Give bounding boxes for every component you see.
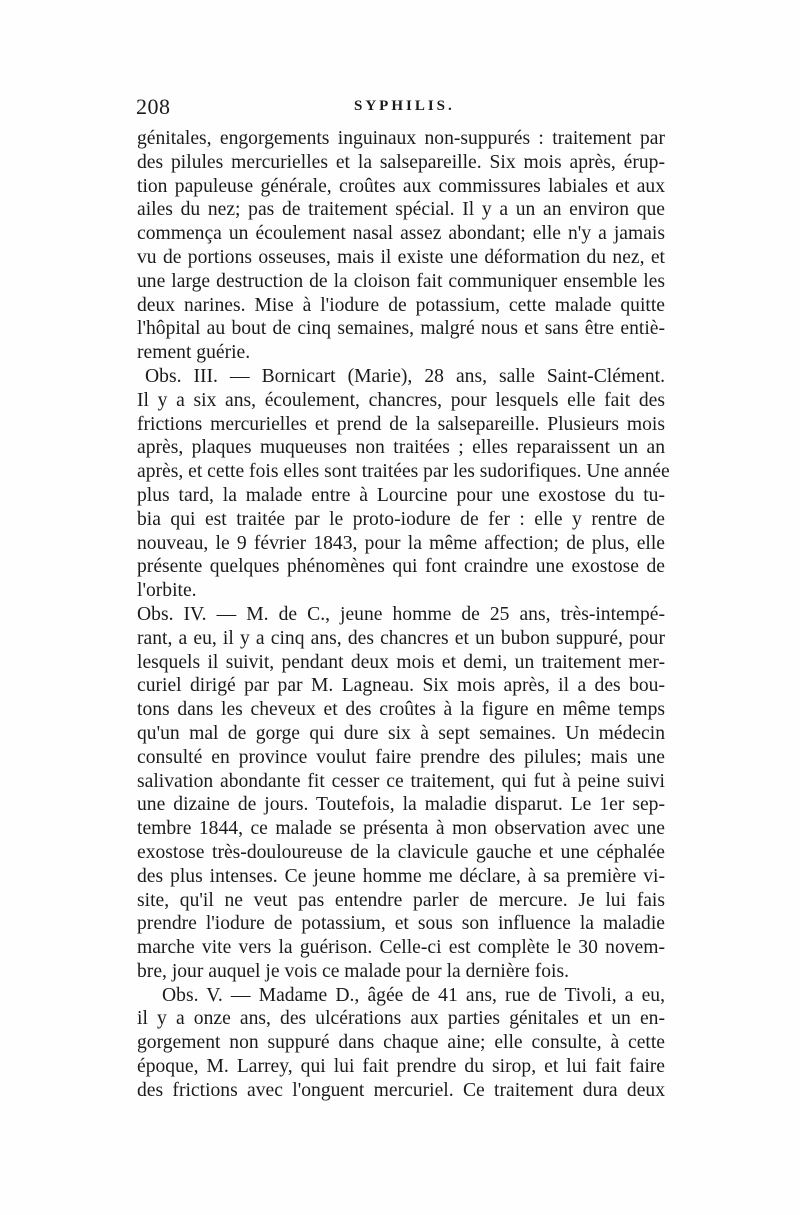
text-line: après, plaques muqueuses non traitées ; elles reparaissent un an bbox=[137, 437, 665, 459]
text-line: des frictions avec l'onguent mercuriel. Ce traitement dura deux bbox=[137, 1079, 665, 1101]
text-line: prendre l'iodure de potassium, et sous son influence la maladie bbox=[137, 913, 665, 935]
text-line: commença un écoulement nasal assez abondant; elle n'y a jamais bbox=[137, 223, 665, 245]
observation-heading-line: Obs. III. — Bornicart (Marie), 28 ans, salle Saint-Clément. bbox=[145, 365, 665, 387]
text-line: époque, M. Larrey, qui lui fait prendre du sirop, et lui fait faire bbox=[137, 1056, 665, 1078]
text-line: il y a onze ans, des ulcérations aux parties génitales et un en- bbox=[137, 1008, 665, 1030]
text-line: frictions mercurielles et prend de la salsepareille. Plusieurs mois bbox=[137, 413, 665, 435]
text-line: gorgement non suppuré dans chaque aine; elle consulte, à cette bbox=[137, 1032, 665, 1054]
running-title: SYPHILIS. bbox=[354, 98, 455, 114]
text-line: vu de portions osseuses, mais il existe une déformation du nez, et bbox=[137, 246, 665, 268]
text-line: tion papuleuse générale, croûtes aux commissures labiales et aux bbox=[137, 175, 665, 197]
text-line: des pilules mercurielles et la salsepareille. Six mois après, érup- bbox=[137, 151, 665, 173]
text-line: tembre 1844, ce malade se présenta à mon observation avec une bbox=[137, 818, 665, 840]
observation-heading-line: Obs. V. — Madame D., âgée de 41 ans, rue de Tivoli, a eu, bbox=[162, 984, 665, 1006]
text-line: bre, jour auquel je vois ce malade pour la dernière fois. bbox=[137, 960, 569, 982]
text-line: Il y a six ans, écoulement, chancres, pour lesquels elle fait des bbox=[137, 389, 665, 411]
text-line: curiel dirigé par par M. Lagneau. Six mois après, il a des bou- bbox=[137, 675, 665, 697]
text-line: bia qui est traitée par le proto-iodure de fer : elle y rentre de bbox=[137, 508, 665, 530]
text-line: ailes du nez; pas de traitement spécial. Il y a un an environ que bbox=[137, 199, 665, 221]
text-line: rant, a eu, il y a cinq ans, des chancres et un bubon suppuré, pour bbox=[137, 627, 665, 649]
text-line: rement guérie. bbox=[137, 342, 251, 364]
text-line: l'orbite. bbox=[137, 580, 197, 602]
text-line: exostose très-douloureuse de la clavicule gauche et une céphalée bbox=[137, 841, 665, 863]
text-line: tons dans les cheveux et des croûtes à la figure en même temps bbox=[137, 699, 665, 721]
text-line: génitales, engorgements inguinaux non-suppurés : traitement par bbox=[137, 128, 665, 149]
text-line: consulté en province voulut faire prendre des pilules; mais une bbox=[137, 746, 665, 768]
text-line: marche vite vers la guérison. Celle-ci est complète le 30 novem- bbox=[137, 937, 665, 959]
text-line: une dizaine de jours. Toutefois, la maladie disparut. Le 1er sep- bbox=[137, 794, 665, 816]
text-line: deux narines. Mise à l'iodure de potassium, cette malade quitte bbox=[137, 294, 665, 316]
page-number: 208 bbox=[136, 94, 171, 119]
text-line: plus tard, la malade entre à Lourcine pour une exostose du tu- bbox=[137, 484, 665, 506]
text-line: l'hôpital au bout de cinq semaines, malgré nous et sans être entiè- bbox=[137, 318, 665, 340]
text-line: salivation abondante fit cesser ce traitement, qui fut à peine suivi bbox=[137, 770, 665, 792]
running-head bbox=[136, 94, 666, 124]
text-line: une large destruction de la cloison fait communiquer ensemble les bbox=[137, 270, 665, 292]
text-line: nouveau, le 9 février 1843, pour la même affection; de plus, elle bbox=[137, 532, 665, 554]
observation-heading-line: Obs. IV. — M. de C., jeune homme de 25 ans, très-intempé- bbox=[137, 603, 665, 625]
text-line: lesquels il suivit, pendant deux mois et demi, un traitement mer- bbox=[137, 651, 665, 673]
text-line: présente quelques phénomènes qui font craindre une exostose de bbox=[137, 556, 665, 578]
text-line: site, qu'il ne veut pas entendre parler de mercure. Je lui fais bbox=[137, 889, 665, 911]
text-line: qu'un mal de gorge qui dure six à sept semaines. Un médecin bbox=[137, 722, 665, 744]
body-text bbox=[137, 127, 670, 1103]
text-line: des plus intenses. Ce jeune homme me déclare, à sa première vi- bbox=[137, 865, 665, 887]
text-line: après, et cette fois elles sont traitées par les sudorifiques. Une année bbox=[137, 461, 670, 483]
